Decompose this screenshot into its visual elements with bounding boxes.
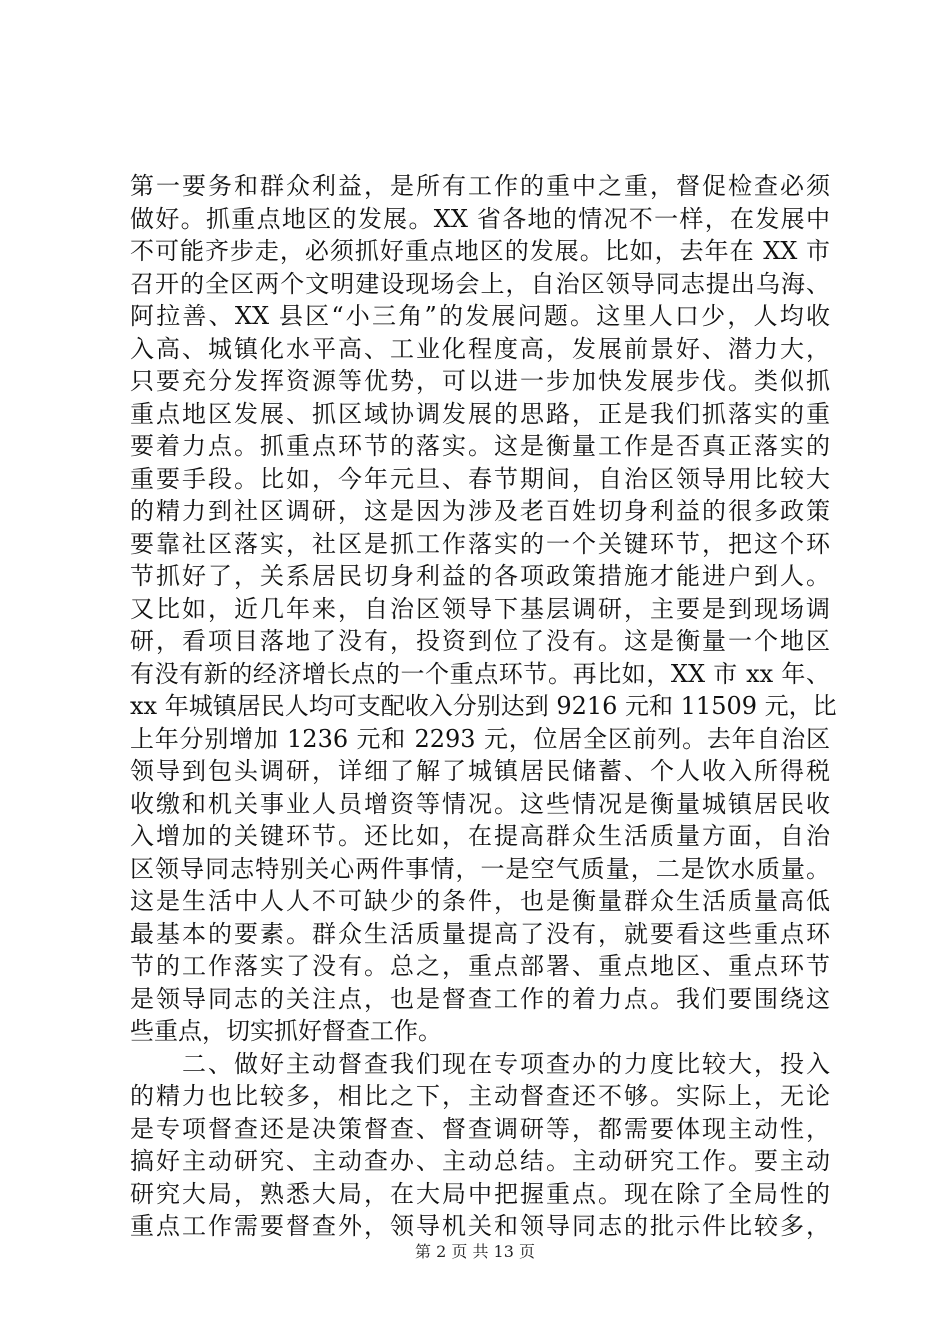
text-line: 最基本的要素。群众生活质量提高了没有，就要看这些重点环 xyxy=(130,919,830,948)
text-line: 不可能齐步走，必须抓好重点地区的发展。比如，去年在 XX 市 xyxy=(130,237,830,265)
text-line: 入增加的关键环节。还比如，在提高群众生活质量方面，自治 xyxy=(130,822,830,850)
text-line: 是领导同志的关注点，也是督查工作的着力点。我们要围绕这 xyxy=(130,984,830,1013)
text-line: 入高、城镇化水平高、工业化程度高，发展前景好、潜力大， xyxy=(130,334,830,363)
text-line: 召开的全区两个文明建设现场会上，自治区领导同志提出乌海、 xyxy=(130,269,830,298)
text-line: 二、做好主动督查我们现在专项查办的力度比较大，投入 xyxy=(130,1049,830,1078)
text-line: 些重点，切实抓好督查工作。 xyxy=(130,1017,442,1045)
text-line: 重要手段。比如，今年元旦、春节期间，自治区领导用比较大 xyxy=(130,464,830,493)
text-line: 要着力点。抓重点环节的落实。这是衡量工作是否真正落实的 xyxy=(130,432,830,460)
body-text xyxy=(130,170,837,1243)
text-line: 研究大局，熟悉大局，在大局中把握重点。现在除了全局性的 xyxy=(130,1179,830,1208)
text-line: 领导到包头调研，详细了解了城镇居民储蓄、个人收入所得税 xyxy=(130,757,830,785)
text-line: 研，看项目落地了没有，投资到位了没有。这是衡量一个地区 xyxy=(130,627,830,655)
text-line: 又比如，近几年来，自治区领导下基层调研，主要是到现场调 xyxy=(130,594,830,623)
text-line: 要靠社区落实，社区是抓工作落实的一个关键环节，把这个环 xyxy=(130,529,830,558)
text-line: 的精力到社区调研，这是因为涉及老百姓切身利益的很多政策 xyxy=(130,497,830,525)
page-number-footer: 第 2 页 共 13 页 xyxy=(415,1242,535,1261)
text-line: 节的工作落实了没有。总之，重点部署、重点地区、重点环节 xyxy=(130,952,830,980)
text-line: xx 年城镇居民人均可支配收入分别达到 9216 元和 11509 元，比 xyxy=(130,692,837,720)
text-line: 节抓好了，关系居民切身利益的各项政策措施才能进户到人。 xyxy=(130,562,830,590)
text-line: 这是生活中人人不可缺少的条件，也是衡量群众生活质量高低 xyxy=(130,887,830,915)
text-line: 是专项督查还是决策督查、督查调研等，都需要体现主动性， xyxy=(130,1114,830,1143)
text-line: 搞好主动研究、主动查办、主动总结。主动研究工作。要主动 xyxy=(130,1147,830,1175)
text-line: 做好。抓重点地区的发展。XX 省各地的情况不一样，在发展中 xyxy=(130,204,830,233)
text-line: 收缴和机关事业人员增资等情况。这些情况是衡量城镇居民收 xyxy=(130,789,830,818)
text-line: 重点地区发展、抓区域协调发展的思路，正是我们抓落实的重 xyxy=(130,399,830,428)
text-line: 阿拉善、XX 县区“小三角”的发展问题。这里人口少，人均收 xyxy=(130,302,830,330)
text-line: 上年分别增加 1236 元和 2293 元，位居全区前列。去年自治区 xyxy=(130,724,830,753)
text-line: 重点工作需要督查外，领导机关和领导同志的批示件比较多， xyxy=(130,1212,830,1240)
text-line: 的精力也比较多，相比之下，主动督查还不够。实际上，无论 xyxy=(130,1082,830,1110)
text-line: 有没有新的经济增长点的一个重点环节。再比如，XX 市 xx 年、 xyxy=(130,659,830,688)
text-line: 区领导同志特别关心两件事情，一是空气质量，二是饮水质量。 xyxy=(130,854,830,883)
text-line: 第一要务和群众利益，是所有工作的重中之重，督促检查必须 xyxy=(130,172,830,200)
text-line: 只要充分发挥资源等优势，可以进一步加快发展步伐。类似抓 xyxy=(130,367,830,395)
